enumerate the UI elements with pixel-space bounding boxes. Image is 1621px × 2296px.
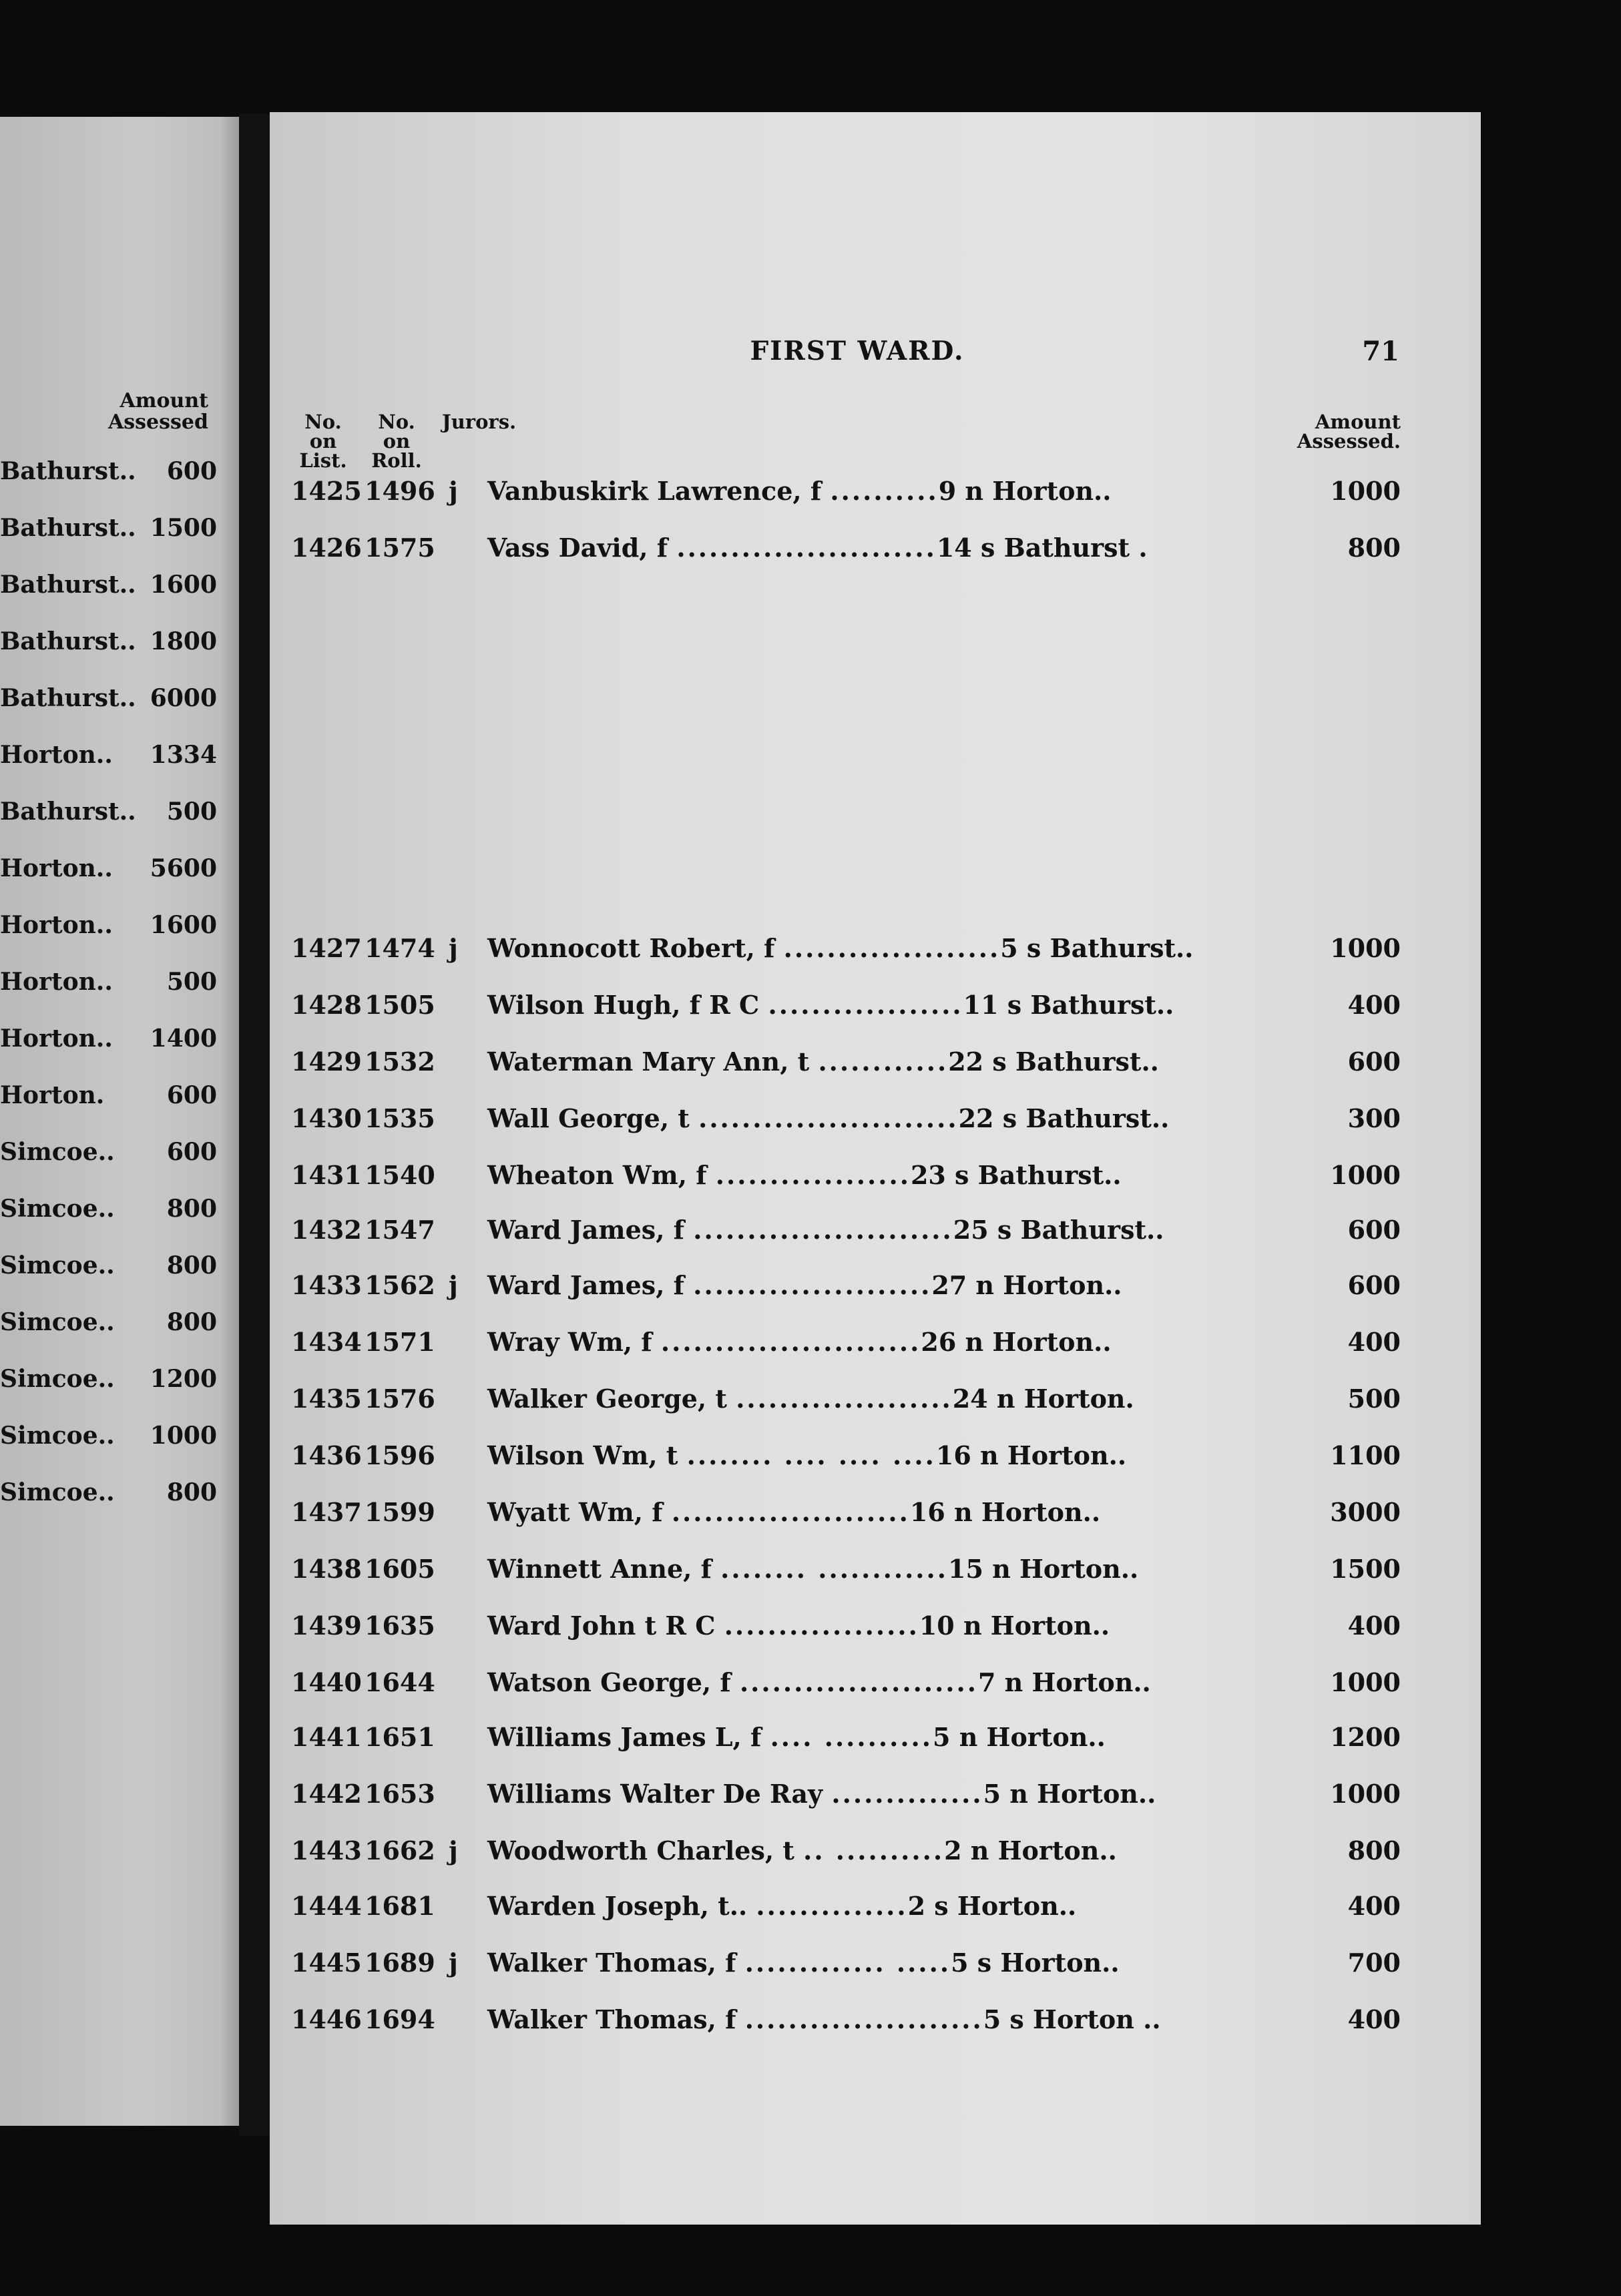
row-list-number: 1437 — [291, 1497, 362, 1527]
adjacent-row-amount: 800 — [166, 1478, 217, 1506]
adjacent-page-row — [0, 1365, 217, 1398]
adjacent-page-row — [0, 1251, 217, 1285]
row-lot: 16 n Horton.. — [909, 1497, 1101, 1527]
row-entry — [487, 1554, 1138, 1584]
row-leader-dots: ...................... — [693, 1270, 932, 1300]
row-leader-dots: .................. — [768, 990, 963, 1020]
adjacent-row-amount: 1334 — [150, 741, 217, 769]
table-row — [270, 1215, 1481, 1255]
row-roll-number: 1540 — [365, 1160, 435, 1190]
row-name: Vanbuskirk Lawrence, f — [487, 476, 822, 506]
row-name: Warden Joseph, t.. — [487, 1891, 748, 1921]
row-lot: 16 n Horton.. — [935, 1440, 1127, 1470]
row-entry — [487, 1270, 1122, 1300]
adjacent-row-amount: 1800 — [150, 627, 217, 655]
row-lot: 5 s Horton.. — [951, 1948, 1120, 1978]
row-leader-dots: .................... — [736, 1384, 953, 1414]
row-list-number: 1433 — [291, 1270, 362, 1300]
row-entry — [487, 1611, 1110, 1641]
table-row — [270, 1384, 1481, 1424]
row-lot: 2 s Horton.. — [907, 1891, 1077, 1921]
row-amount: 300 — [1347, 1103, 1401, 1133]
row-leader-dots: ........................ — [660, 1327, 921, 1357]
adjacent-page-row — [0, 571, 217, 604]
row-roll-number: 1651 — [365, 1722, 435, 1752]
row-entry — [487, 990, 1174, 1020]
row-roll-number: 1694 — [365, 2004, 435, 2034]
row-juror-mark: j — [449, 933, 458, 963]
row-list-number: 1445 — [291, 1948, 362, 1978]
row-roll-number: 1496 — [365, 476, 435, 506]
adjacent-row-place: Simcoe.. — [0, 1365, 115, 1393]
row-leader-dots: .. .......... — [803, 1835, 945, 1866]
row-amount: 500 — [1347, 1384, 1401, 1414]
row-list-number: 1438 — [291, 1554, 362, 1584]
row-name: Walker Thomas, f — [487, 2004, 736, 2034]
row-leader-dots: ...................... — [671, 1497, 910, 1527]
row-amount: 3000 — [1330, 1497, 1401, 1527]
row-entry — [487, 1440, 1126, 1470]
row-amount: 1000 — [1330, 933, 1401, 963]
adjacent-row-place: Bathurst.. — [0, 457, 136, 485]
adjacent-page-row — [0, 854, 217, 888]
row-roll-number: 1689 — [365, 1948, 435, 1978]
adjacent-row-amount: 6000 — [150, 684, 217, 712]
adjacent-row-place: Simcoe.. — [0, 1478, 115, 1506]
row-name: Vass David, f — [487, 533, 668, 563]
adjacent-row-amount: 800 — [166, 1251, 217, 1279]
adjacent-row-place: Horton.. — [0, 1025, 113, 1053]
row-entry — [487, 2004, 1161, 2034]
row-roll-number: 1474 — [365, 933, 435, 963]
ledger-page — [270, 112, 1481, 2225]
table-row — [270, 1440, 1481, 1480]
row-amount: 400 — [1347, 2004, 1401, 2034]
adjacent-row-place: Bathurst.. — [0, 798, 136, 826]
row-lot: 7 n Horton.. — [978, 1667, 1151, 1697]
adjacent-page — [0, 117, 239, 2126]
adjacent-row-amount: 1500 — [150, 514, 217, 542]
row-leader-dots: .......... — [830, 476, 939, 506]
row-entry — [487, 1103, 1169, 1133]
row-roll-number: 1576 — [365, 1384, 435, 1414]
row-list-number: 1428 — [291, 990, 362, 1020]
row-lot: 5 n Horton.. — [983, 1779, 1156, 1809]
adjacent-row-place: Simcoe.. — [0, 1138, 115, 1166]
adjacent-row-place: Horton.. — [0, 968, 113, 996]
row-juror-mark: j — [449, 1948, 458, 1978]
row-amount: 400 — [1347, 1891, 1401, 1921]
row-leader-dots: ........ .... .... .... — [686, 1440, 936, 1470]
row-roll-number: 1575 — [365, 533, 435, 563]
row-list-number: 1443 — [291, 1835, 362, 1866]
adjacent-row-amount: 600 — [166, 1138, 217, 1166]
row-lot: 27 n Horton.. — [931, 1270, 1122, 1300]
row-list-number: 1425 — [291, 476, 362, 506]
column-header-roll: No. on Roll. — [371, 410, 422, 472]
row-lot: 15 n Horton.. — [948, 1554, 1139, 1584]
row-amount: 800 — [1347, 1835, 1401, 1866]
adjacent-page-row — [0, 1138, 217, 1171]
row-name: Wray Wm, f — [487, 1327, 652, 1357]
row-list-number: 1432 — [291, 1215, 362, 1245]
row-name: Walker George, t — [487, 1384, 727, 1414]
table-row — [270, 1047, 1481, 1087]
adjacent-row-amount: 500 — [166, 798, 217, 826]
adjacent-row-amount: 1000 — [150, 1422, 217, 1450]
adjacent-header-line2: Assessed — [108, 410, 208, 434]
row-lot: 26 n Horton.. — [921, 1327, 1112, 1357]
row-roll-number: 1635 — [365, 1611, 435, 1641]
adjacent-page-row — [0, 741, 217, 774]
adjacent-row-place: Simcoe.. — [0, 1308, 115, 1336]
row-amount: 400 — [1347, 990, 1401, 1020]
row-amount: 1000 — [1330, 1160, 1401, 1190]
table-row — [270, 1327, 1481, 1367]
row-roll-number: 1599 — [365, 1497, 435, 1527]
row-juror-mark: j — [449, 476, 458, 506]
row-list-number: 1444 — [291, 1891, 362, 1921]
row-list-number: 1446 — [291, 2004, 362, 2034]
row-entry — [487, 1722, 1106, 1752]
table-row — [270, 1722, 1481, 1762]
row-name: Ward James, f — [487, 1215, 685, 1245]
page-number: 71 — [1362, 336, 1399, 367]
row-roll-number: 1596 — [365, 1440, 435, 1470]
row-amount: 1000 — [1330, 1667, 1401, 1697]
row-list-number: 1442 — [291, 1779, 362, 1809]
adjacent-row-amount: 5600 — [150, 854, 217, 882]
row-amount: 800 — [1347, 533, 1401, 563]
column-header-list: No. on List. — [299, 410, 347, 472]
row-entry — [487, 1384, 1134, 1414]
adjacent-page-row — [0, 684, 217, 718]
row-leader-dots: .............. — [756, 1891, 908, 1921]
row-leader-dots: ............ — [818, 1047, 949, 1077]
row-name: Williams Walter De Ray — [487, 1779, 823, 1809]
adjacent-page-row — [0, 457, 217, 491]
row-name: Waterman Mary Ann, t — [487, 1047, 810, 1077]
row-lot: 5 s Bathurst.. — [1000, 933, 1194, 963]
adjacent-page-row — [0, 1422, 217, 1455]
row-list-number: 1436 — [291, 1440, 362, 1470]
row-juror-mark: j — [449, 1835, 458, 1866]
table-row — [270, 2004, 1481, 2044]
column-header-amount: Amount Assessed. — [1297, 410, 1401, 453]
adjacent-row-place: Horton.. — [0, 911, 113, 939]
row-name: Ward James, f — [487, 1270, 685, 1300]
adjacent-row-amount: 600 — [166, 1081, 217, 1109]
adjacent-row-place: Horton. — [0, 1081, 105, 1109]
table-row — [270, 933, 1481, 973]
row-roll-number: 1532 — [365, 1047, 435, 1077]
adjacent-page-row — [0, 1025, 217, 1058]
row-roll-number: 1562 — [365, 1270, 435, 1300]
adjacent-row-place: Horton.. — [0, 854, 113, 882]
row-roll-number: 1571 — [365, 1327, 435, 1357]
row-list-number: 1435 — [291, 1384, 362, 1414]
row-lot: 14 s Bathurst . — [936, 533, 1148, 563]
row-name: Winnett Anne, f — [487, 1554, 712, 1584]
adjacent-page-row — [0, 627, 217, 661]
row-amount: 1000 — [1330, 1779, 1401, 1809]
row-lot: 9 n Horton.. — [938, 476, 1112, 506]
row-entry — [487, 1497, 1100, 1527]
adjacent-page-row — [0, 514, 217, 547]
row-lot: 10 n Horton.. — [919, 1611, 1110, 1641]
adjacent-page-row — [0, 911, 217, 944]
row-amount: 1200 — [1330, 1722, 1401, 1752]
adjacent-page-row — [0, 968, 217, 1001]
row-name: Woodworth Charles, t — [487, 1835, 794, 1866]
row-leader-dots: .................. — [724, 1611, 919, 1641]
row-roll-number: 1681 — [365, 1891, 435, 1921]
table-row — [270, 990, 1481, 1030]
adjacent-page-row — [0, 1478, 217, 1512]
row-juror-mark: j — [449, 1270, 458, 1300]
row-name: Wheaton Wm, f — [487, 1160, 707, 1190]
row-list-number: 1439 — [291, 1611, 362, 1641]
row-name: Wonnocott Robert, f — [487, 933, 775, 963]
row-roll-number: 1547 — [365, 1215, 435, 1245]
adjacent-row-amount: 800 — [166, 1195, 217, 1223]
row-leader-dots: ........ ............ — [720, 1554, 948, 1584]
adjacent-page-row — [0, 1081, 217, 1115]
row-amount: 600 — [1347, 1215, 1401, 1245]
row-list-number: 1434 — [291, 1327, 362, 1357]
adjacent-row-amount: 800 — [166, 1308, 217, 1336]
table-row — [270, 1948, 1481, 1988]
table-row — [270, 1779, 1481, 1819]
table-row — [270, 1160, 1481, 1200]
adjacent-row-amount: 1200 — [150, 1365, 217, 1393]
row-entry — [487, 933, 1194, 963]
row-roll-number: 1653 — [365, 1779, 435, 1809]
row-roll-number: 1505 — [365, 990, 435, 1020]
row-leader-dots: ........................ — [676, 533, 937, 563]
row-list-number: 1429 — [291, 1047, 362, 1077]
row-name: Wyatt Wm, f — [487, 1497, 663, 1527]
row-amount: 600 — [1347, 1047, 1401, 1077]
adjacent-row-place: Bathurst.. — [0, 684, 136, 712]
row-entry — [487, 1160, 1122, 1190]
row-lot: 22 s Bathurst.. — [948, 1047, 1159, 1077]
row-entry — [487, 476, 1112, 506]
row-entry — [487, 1779, 1156, 1809]
row-list-number: 1426 — [291, 533, 362, 563]
row-list-number: 1427 — [291, 933, 362, 963]
row-leader-dots: ........................ — [693, 1215, 953, 1245]
adjacent-page-row — [0, 798, 217, 831]
row-leader-dots: .................... — [783, 933, 1001, 963]
row-amount: 400 — [1347, 1327, 1401, 1357]
row-name: Williams James L, f — [487, 1722, 762, 1752]
table-row — [270, 533, 1481, 573]
adjacent-row-amount: 1600 — [150, 911, 217, 939]
row-list-number: 1431 — [291, 1160, 362, 1190]
row-name: Wilson Wm, t — [487, 1440, 678, 1470]
row-list-number: 1430 — [291, 1103, 362, 1133]
row-name: Wall George, t — [487, 1103, 690, 1133]
table-row — [270, 1270, 1481, 1310]
row-lot: 11 s Bathurst.. — [963, 990, 1174, 1020]
adjacent-row-place: Simcoe.. — [0, 1195, 115, 1223]
row-amount: 700 — [1347, 1948, 1401, 1978]
adjacent-row-amount: 1400 — [150, 1025, 217, 1053]
row-name: Wilson Hugh, f R C — [487, 990, 760, 1020]
row-lot: 5 s Horton .. — [983, 2004, 1161, 2034]
adjacent-row-amount: 1600 — [150, 571, 217, 599]
row-amount: 400 — [1347, 1611, 1401, 1641]
table-row — [270, 1103, 1481, 1143]
row-amount: 1500 — [1330, 1554, 1401, 1584]
adjacent-row-place: Bathurst.. — [0, 571, 136, 599]
page-title: FIRST WARD. — [750, 336, 965, 366]
table-row — [270, 1554, 1481, 1594]
adjacent-row-place: Simcoe.. — [0, 1422, 115, 1450]
adjacent-header-line1: Amount — [120, 389, 208, 412]
table-row — [270, 1891, 1481, 1931]
row-list-number: 1440 — [291, 1667, 362, 1697]
row-lot: 23 s Bathurst.. — [910, 1160, 1122, 1190]
row-entry — [487, 1948, 1120, 1978]
row-leader-dots: .................. — [715, 1160, 911, 1190]
row-roll-number: 1605 — [365, 1554, 435, 1584]
row-lot: 5 n Horton.. — [933, 1722, 1106, 1752]
table-row — [270, 1497, 1481, 1537]
adjacent-row-place: Bathurst.. — [0, 627, 136, 655]
column-header-jurors: Jurors. — [442, 410, 517, 433]
row-lot: 25 s Bathurst.. — [953, 1215, 1164, 1245]
row-leader-dots: .... .......... — [770, 1722, 933, 1752]
row-leader-dots: ...................... — [739, 1667, 978, 1697]
row-roll-number: 1662 — [365, 1835, 435, 1866]
adjacent-row-place: Bathurst.. — [0, 514, 136, 542]
adjacent-page-column-header — [101, 390, 208, 433]
row-lot: 2 n Horton.. — [944, 1835, 1117, 1866]
row-amount: 600 — [1347, 1270, 1401, 1300]
row-leader-dots: ............. ..... — [744, 1948, 951, 1978]
row-entry — [487, 1047, 1159, 1077]
row-entry — [487, 1667, 1151, 1697]
row-roll-number: 1535 — [365, 1103, 435, 1133]
table-row — [270, 1611, 1481, 1651]
row-roll-number: 1644 — [365, 1667, 435, 1697]
row-entry — [487, 1215, 1164, 1245]
row-leader-dots: .............. — [831, 1779, 983, 1809]
adjacent-row-amount: 500 — [166, 968, 217, 996]
adjacent-row-amount: 600 — [166, 457, 217, 485]
table-row — [270, 1667, 1481, 1707]
adjacent-page-row — [0, 1308, 217, 1342]
row-amount: 1000 — [1330, 476, 1401, 506]
page-gutter — [239, 113, 270, 2136]
row-name: Ward John t R C — [487, 1611, 716, 1641]
row-lot: 22 s Bathurst.. — [958, 1103, 1170, 1133]
row-entry — [487, 1835, 1117, 1866]
row-leader-dots: ...................... — [744, 2004, 983, 2034]
row-name: Watson George, f — [487, 1667, 731, 1697]
row-entry — [487, 1891, 1076, 1921]
row-entry — [487, 1327, 1112, 1357]
table-row — [270, 1835, 1481, 1876]
row-leader-dots: ........................ — [698, 1103, 959, 1133]
row-lot: 24 n Horton. — [952, 1384, 1134, 1414]
adjacent-row-place: Simcoe.. — [0, 1251, 115, 1279]
row-name: Walker Thomas, f — [487, 1948, 736, 1978]
row-list-number: 1441 — [291, 1722, 362, 1752]
adjacent-page-row — [0, 1195, 217, 1228]
row-amount: 1100 — [1330, 1440, 1401, 1470]
adjacent-row-place: Horton.. — [0, 741, 113, 769]
row-entry — [487, 533, 1148, 563]
table-row — [270, 476, 1481, 516]
